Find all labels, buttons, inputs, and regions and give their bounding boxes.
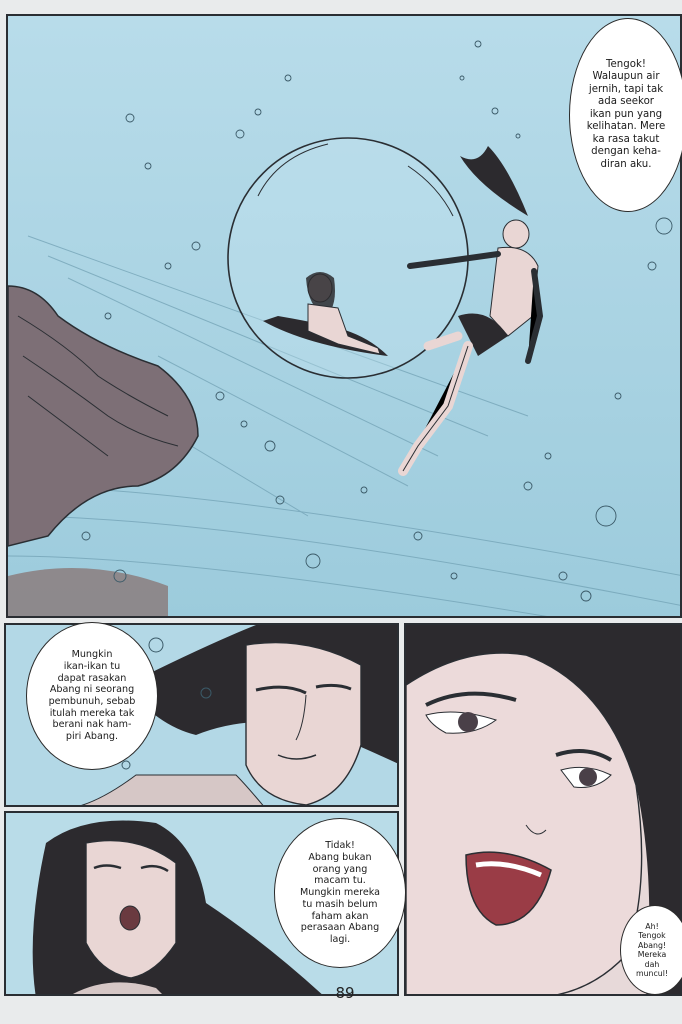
speech-bubble-panel-4	[620, 905, 682, 995]
speech-text-panel-4: Ah! Tengok Abang! Mereka dah muncul!	[636, 921, 668, 978]
speech-text-panel-3: Tidak! Abang bukan orang yang macam tu. Mungkin mereka tu masih belum faham akan perasaan Abang lagi.	[299, 840, 381, 945]
speech-text-panel-2: Mungkin ikan-ikan tu dapat rasakan Abang ni seorang pembunuh, sebab itulah mereka tak berani nak ham- piri Abang.	[48, 649, 136, 743]
speech-text-panel-1: Tengok! Walaupun air jernih, tapi tak ada seekor ikan pun yang kelihatan. Mere ka rasa takut dengan keha- diran aku.	[586, 59, 666, 170]
speech-bubble-panel-1	[569, 18, 682, 212]
speech-bubble-panel-3	[274, 818, 406, 968]
speech-bubble-panel-2	[26, 622, 158, 770]
page-number: 89	[335, 984, 355, 1002]
